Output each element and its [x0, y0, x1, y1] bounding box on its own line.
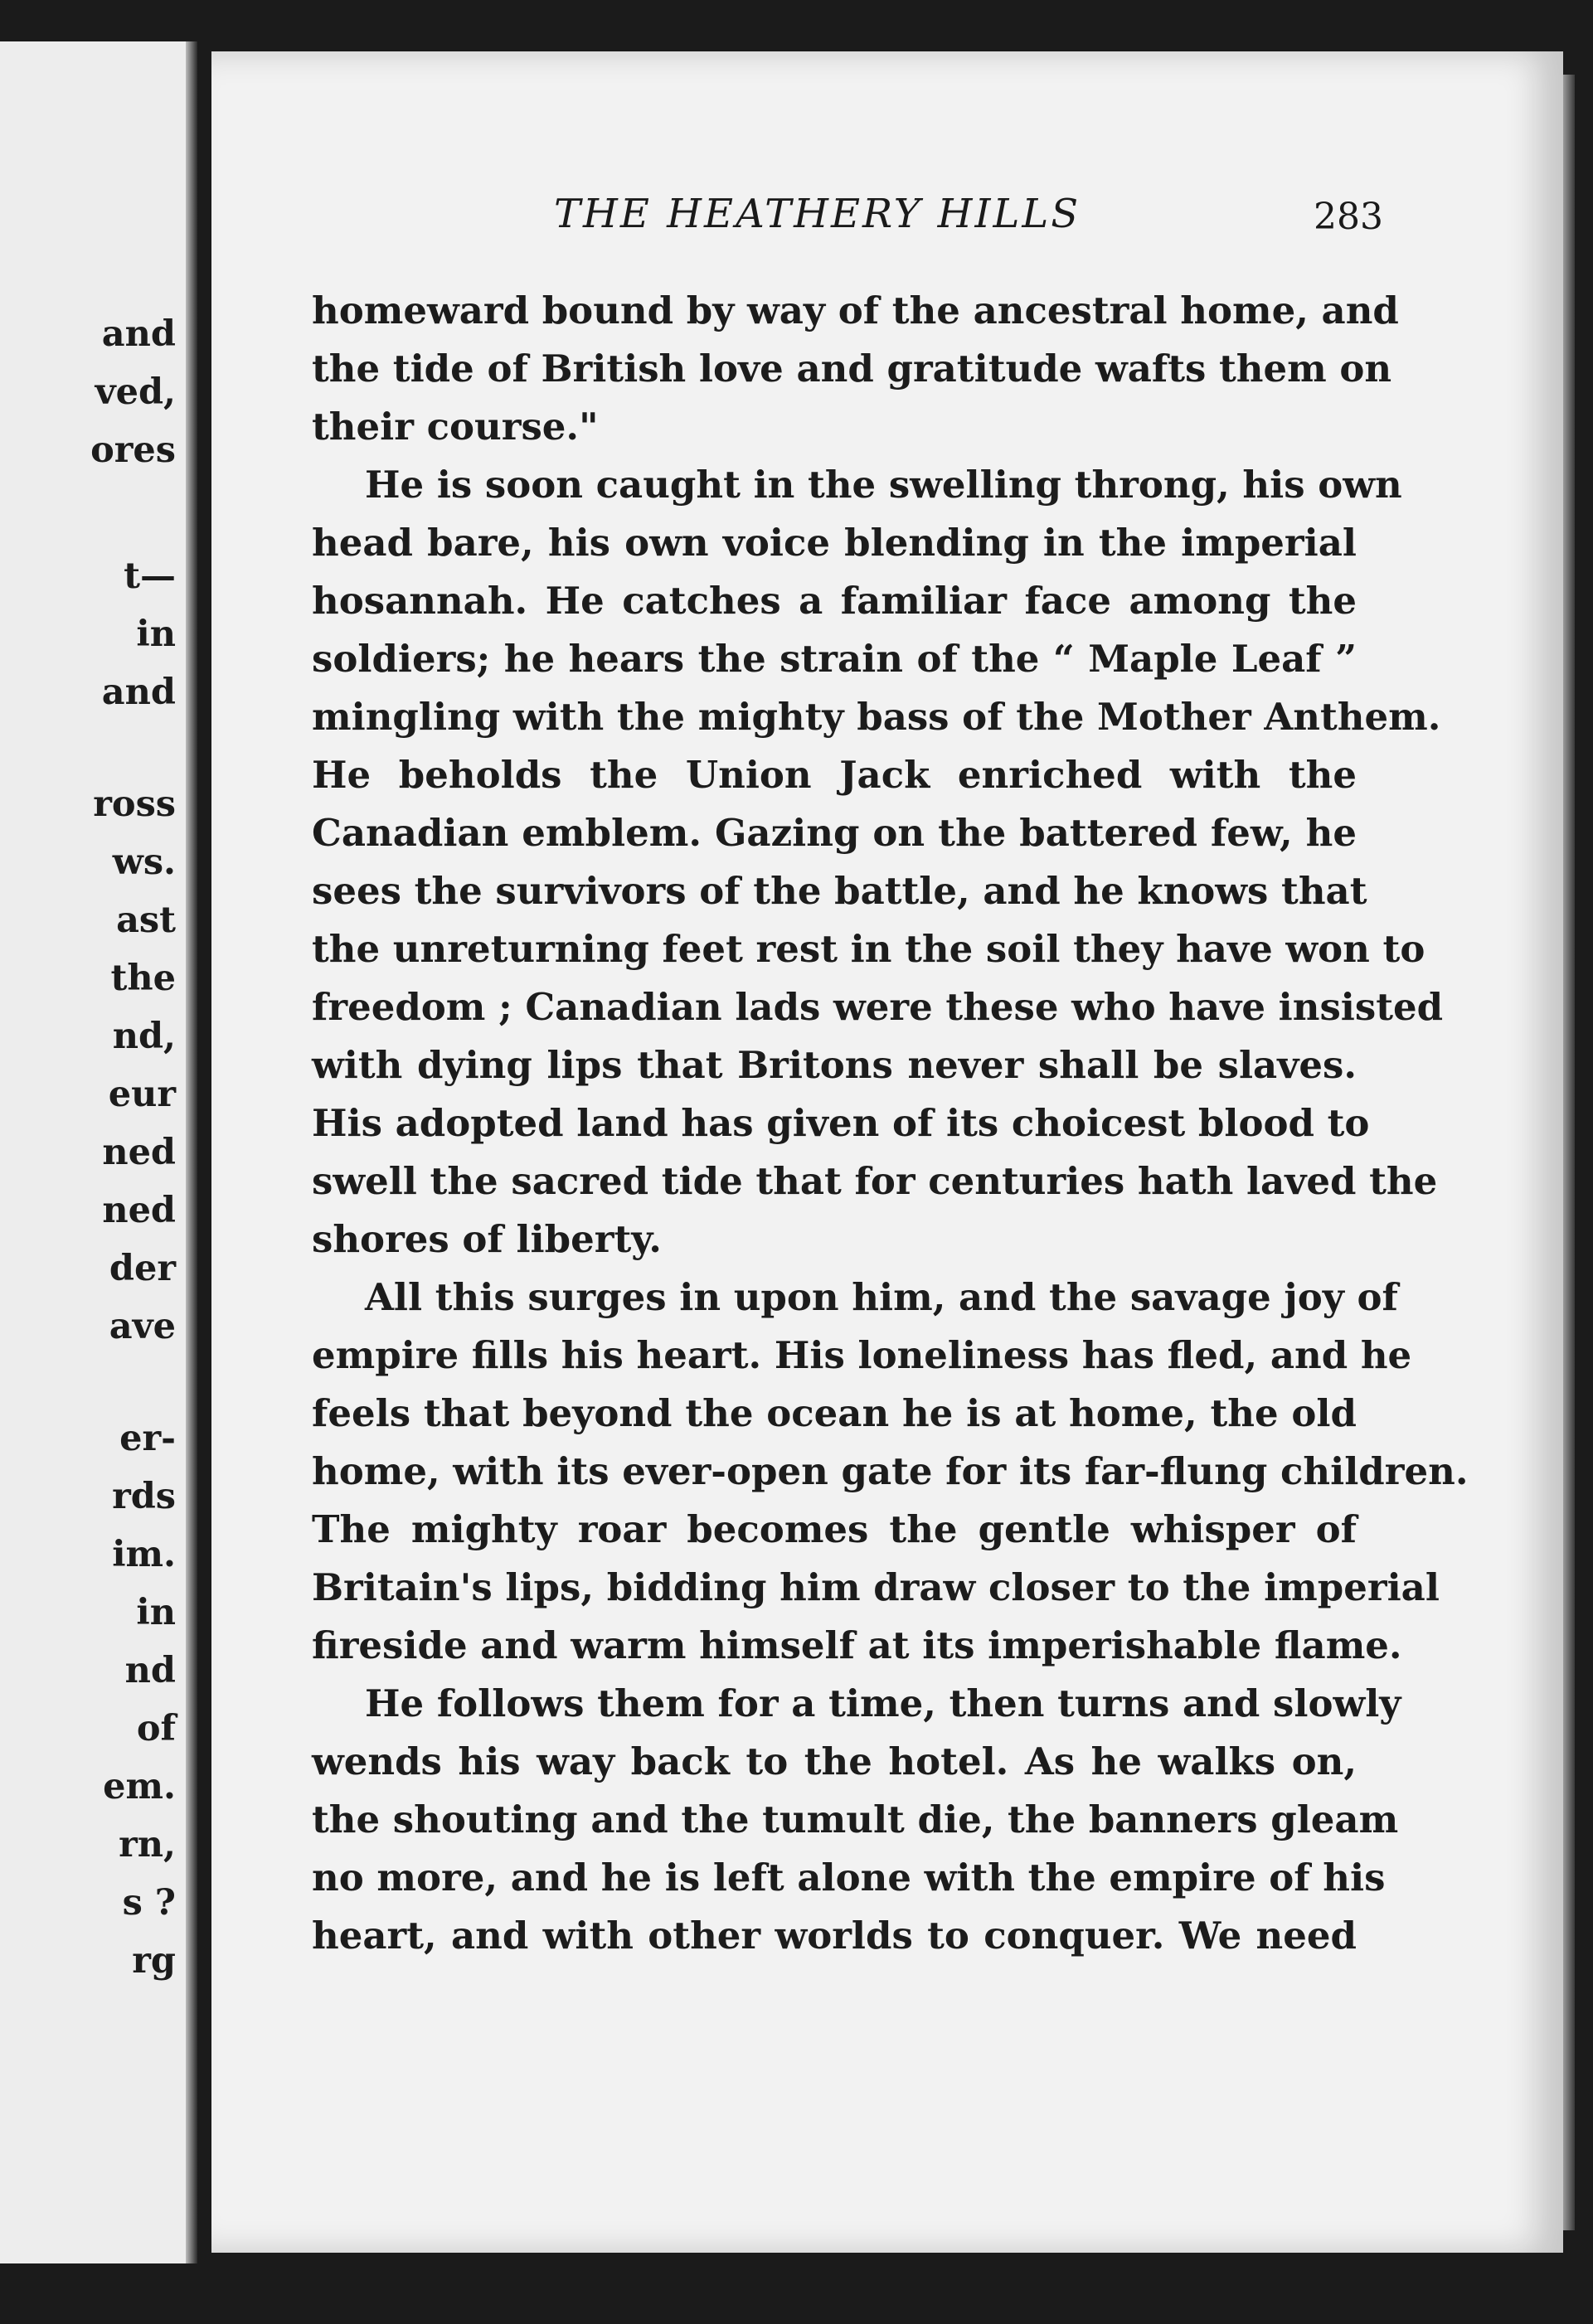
- paragraph: [312, 1675, 1401, 1965]
- left-page-fragment: ores: [90, 429, 176, 471]
- text-line: hosannah. He catches a familiar face among the: [312, 579, 1357, 623]
- page-edge-shadow: [1563, 75, 1575, 2230]
- page-number: 283: [1314, 196, 1383, 238]
- text-line: soldiers; he hears the strain of the “ Maple Leaf ”: [312, 637, 1357, 681]
- left-page-fragment: der: [109, 1248, 176, 1289]
- text-line: He is soon caught in the swelling throng, his own: [365, 463, 1402, 507]
- paragraph: [312, 282, 1399, 456]
- text-line: no more, and he is left alone with the empire of his: [312, 1856, 1386, 1899]
- text-line: homeward bound by way of the ancestral home, and: [312, 289, 1399, 332]
- left-page-fragment: and: [101, 313, 176, 355]
- text-line: swell the sacred tide that for centuries hath laved the: [312, 1159, 1438, 1203]
- paragraph: [312, 456, 1444, 1269]
- text-line: with dying lips that Britons never shall be slaves.: [312, 1043, 1357, 1087]
- text-line: Britain's lips, bidding him draw closer to the imperial: [312, 1565, 1440, 1609]
- text-line: fireside and warm himself at its imperishable flame.: [312, 1623, 1402, 1667]
- text-line: All this surges in upon him, and the savage joy of: [365, 1275, 1398, 1319]
- text-line: shores of liberty.: [312, 1217, 662, 1261]
- left-page-fragment: the: [110, 958, 176, 999]
- text-line: the unreturning feet rest in the soil they have won to: [312, 927, 1425, 971]
- text-line: His adopted land has given of its choicest blood to: [312, 1101, 1370, 1145]
- left-page-fragment: rg: [132, 1940, 176, 1982]
- text-line: freedom ; Canadian lads were these who have insisted: [312, 985, 1444, 1029]
- left-page-fragment: of: [136, 1708, 176, 1749]
- paragraph: [312, 1269, 1469, 1675]
- left-page-fragment: em.: [103, 1766, 176, 1807]
- text-line: their course.": [312, 405, 599, 449]
- left-page-fragment: ws.: [112, 842, 176, 883]
- left-page-fragment: ross: [93, 784, 176, 825]
- running-title: THE HEATHERY HILLS: [554, 191, 1081, 237]
- text-line: wends his way back to the hotel. As he walks on,: [312, 1739, 1357, 1783]
- left-page-fragment: and: [101, 672, 176, 713]
- text-line: The mighty roar becomes the gentle whisper of: [312, 1507, 1357, 1551]
- left-page-fragment: ned: [102, 1132, 176, 1173]
- left-page-edge: [0, 41, 197, 2263]
- text-line: empire fills his heart. His loneliness has fled, and he: [312, 1333, 1412, 1377]
- page-header: [546, 184, 1383, 242]
- left-page-fragment: er-: [119, 1418, 176, 1459]
- left-page-fragment: t—: [124, 556, 176, 597]
- text-line: He beholds the Union Jack enriched with the: [312, 753, 1357, 797]
- text-line: sees the survivors of the battle, and he knows that: [312, 869, 1367, 913]
- left-page-fragment: rds: [112, 1476, 176, 1517]
- text-line: home, with its ever-open gate for its far-flung children.: [312, 1449, 1469, 1493]
- text-line: head bare, his own voice blending in the imperial: [312, 521, 1357, 565]
- text-line: feels that beyond the ocean he is at home, the old: [312, 1391, 1357, 1435]
- left-page-fragment: eur: [108, 1074, 176, 1115]
- left-page-fragment: nd,: [112, 1016, 176, 1057]
- left-page-fragment: ast: [116, 900, 176, 941]
- text-line: Canadian emblem. Gazing on the battered few, he: [312, 811, 1357, 855]
- text-line: heart, and with other worlds to conquer. We need: [312, 1914, 1357, 1958]
- left-page-fragment: s ?: [122, 1882, 176, 1924]
- text-line: He follows them for a time, then turns and slowly: [365, 1681, 1401, 1725]
- left-page-fragment: ved,: [95, 371, 176, 413]
- left-page-fragment: rn,: [119, 1824, 176, 1866]
- left-page-fragment: im.: [112, 1534, 176, 1575]
- text-line: the shouting and the tumult die, the banners gleam: [312, 1798, 1399, 1841]
- left-page-fragment: ave: [109, 1306, 176, 1347]
- left-page-fragment: ned: [102, 1190, 176, 1231]
- left-page-fragment: nd: [124, 1650, 176, 1691]
- text-line: the tide of British love and gratitude wafts them on: [312, 347, 1392, 391]
- body-text: [312, 282, 1469, 1965]
- left-page-fragment: in: [136, 614, 176, 655]
- text-line: mingling with the mighty bass of the Mother Anthem.: [312, 695, 1441, 739]
- book-gutter: [186, 41, 197, 2263]
- left-page-fragment: in: [136, 1592, 176, 1633]
